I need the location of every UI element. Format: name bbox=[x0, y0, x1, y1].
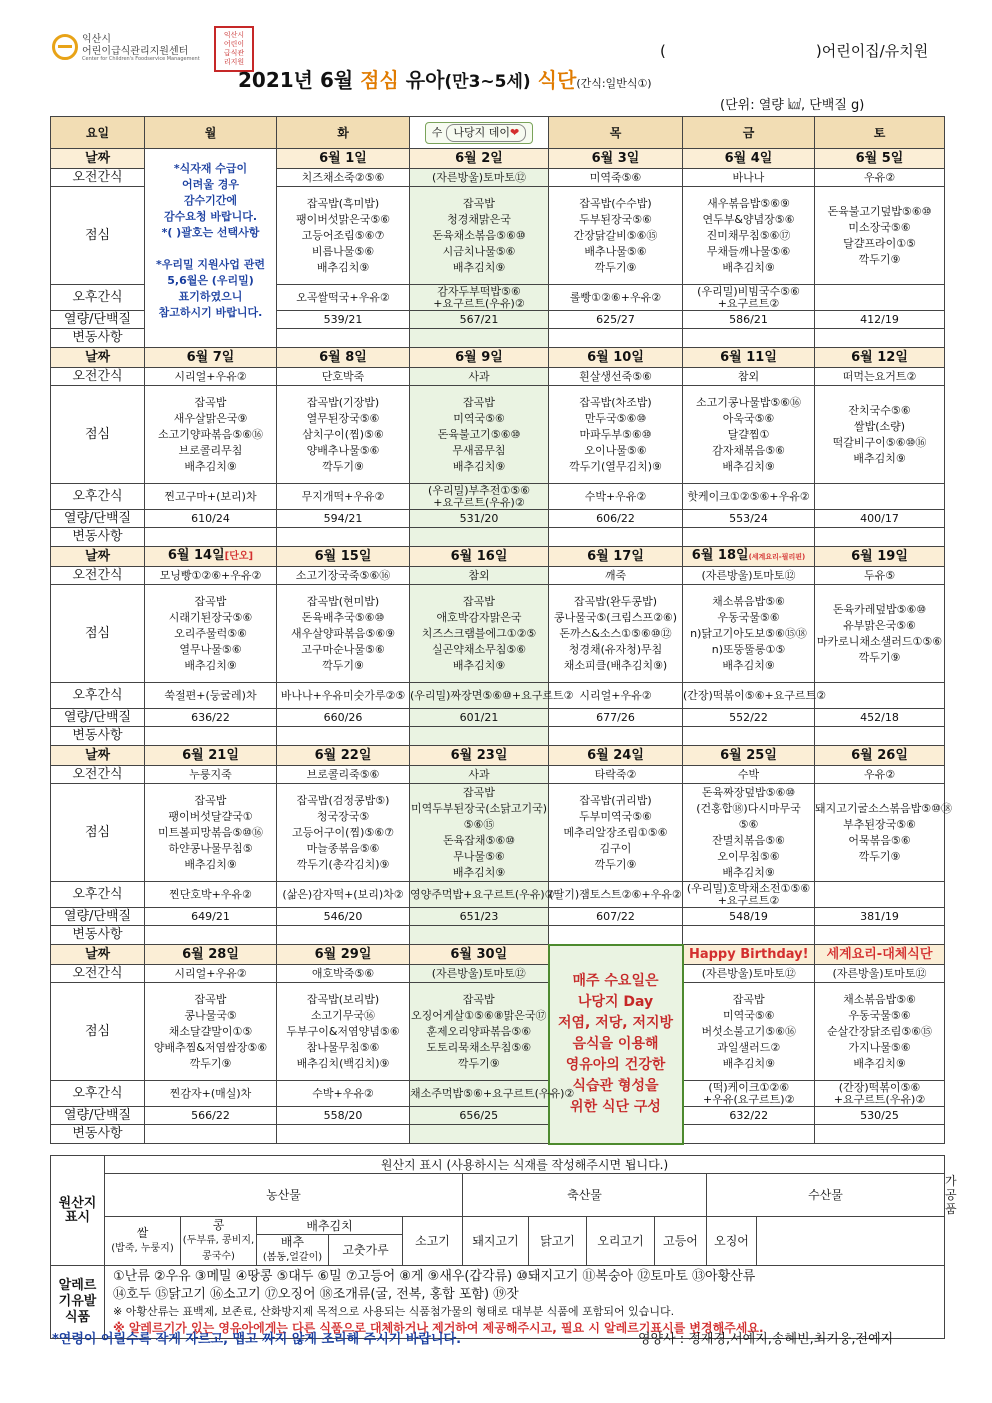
date-cell: 6월 22일 bbox=[277, 746, 410, 766]
page-title: 2021년 6월 점심 유아(만3~5세) 식단(간식:일반식①) bbox=[238, 68, 652, 92]
weekday-header-row bbox=[51, 117, 945, 149]
pm-snack-row bbox=[51, 882, 945, 908]
am-snack-row bbox=[51, 766, 945, 784]
am-snack-cell: 사과 bbox=[410, 766, 549, 784]
am-snack-label: 오전간식 bbox=[51, 368, 145, 386]
kcal-row bbox=[51, 908, 945, 926]
pm-snack-cell: 쑥절편+(둥굴레)차 bbox=[145, 683, 277, 709]
lunch-cell: 잡곡밥(수수밥) 두부된장국⑤⑥ 간장닭갈비⑤⑥⑮ 배추나물⑤⑥ 깍두기⑨ bbox=[549, 187, 683, 285]
kcal-cell: 452/18 bbox=[815, 709, 945, 727]
lunch-row bbox=[51, 784, 945, 882]
pm-snack-cell: 롤빵①②⑥+우유② bbox=[549, 285, 683, 311]
pm-snack-cell: (우리밀)비빔국수⑤⑥ +요구르트② bbox=[683, 285, 815, 311]
am-snack-cell: 떠먹는요거트② bbox=[815, 368, 945, 386]
lunch-cell: 돈육불고기덮밥⑤⑥⑩ 미소장국⑤⑥ 달걀프라이①⑤ 깍두기⑨ bbox=[815, 187, 945, 285]
lunch-cell: 잡곡밥 오징어게살①⑤⑥⑧맑은국⑰ 훈제오리양파볶음⑤⑥ 도토리묵채소무침⑤⑥ 깍두기⑨ bbox=[410, 983, 549, 1081]
pm-snack-row bbox=[51, 1081, 945, 1107]
logo-city: 익산시 bbox=[82, 34, 111, 45]
lunch-cell: 잡곡밥 미역국⑤⑥ 버섯소불고기⑤⑥⑯ 과일샐러드② 배추김치⑨ bbox=[683, 983, 815, 1081]
origin-table: 원산지 표시 원산지 표시 (사용하시는 식재를 작성해주시면 됩니다.) 농산물 축산물 수산물 가공품 쌀 (밥죽, 누룽지) 콩 (두부류, 콩비지,콩국수) 배추김치 소고기 돼지고기 닭고기 오리고기 고등어 오징어 배추 (봄동,얼갈이) 고춧가루 알레르 기유발 식품 ①난류 ②우유 ③메밀 ④땅콩 ⑤대두 ⑥밀 ⑦고등어 ⑧게 ⑨새우(갑각류) ⑩돼지고기 ⑪복숭아 ⑫토마토 ⑬아황산류 ⑭호두 ⑮닭고기 ⑯소고기 ⑰오징어 ⑱조개류(굴, 전복, 홍합 포함) ⑲잣 ※ 아황산류는 표백제, 보존료, 산화방지제 목적으로 사용되는 식품첨가물의 형태로 대부분 식품에 포함되어 있습니다. ※ 알레르기가 있는 영유아에게는 다른 식품으로 대체하거나 제거하여 제공해주시고, 필요 시 알레르기표시를 변경해주세요. bbox=[50, 1155, 945, 1339]
kcal-cell: 594/21 bbox=[277, 510, 410, 528]
am-snack-cell: 사과 bbox=[410, 368, 549, 386]
weekday-4: 금 bbox=[683, 117, 815, 149]
pm-snack-cell bbox=[815, 484, 945, 510]
pm-snack-cell: 바나나+우유미숫가루②⑤ bbox=[277, 683, 410, 709]
date-label: 날짜 bbox=[51, 149, 145, 169]
lunch-cell: 잡곡밥 애호박감자맑은국 치즈스크램블에그①②⑤ 실곤약채소무침⑤⑥ 배추김치⑨ bbox=[410, 585, 549, 683]
changes-cell[interactable] bbox=[815, 1125, 945, 1144]
kcal-cell: 656/25 bbox=[410, 1107, 549, 1125]
am-snack-cell: 시리얼+우유② bbox=[145, 368, 277, 386]
origin-beef: 소고기 bbox=[403, 1217, 463, 1266]
logo-english-name: Center for Children's Foodservice Management bbox=[82, 56, 200, 62]
lunch-cell: 잡곡밥(검정콩밥⑤) 청국장국⑤ 고등어구이(찜)⑤⑥⑦ 마늘종볶음⑤⑥ 깍두기(총각김치)⑨ bbox=[277, 784, 410, 882]
lunch-cell: 잔치국수⑤⑥ 쌀밥(소량) 떡갈비구이⑤⑥⑩⑯ 배추김치⑨ bbox=[815, 386, 945, 484]
changes-cell[interactable] bbox=[145, 727, 277, 746]
lunch-cell: 잡곡밥 팽이버섯달걀국① 미트볼피망볶음⑤⑩⑯ 하얀콩나물무침⑤ 배추김치⑨ bbox=[145, 784, 277, 882]
date-cell: 6월 9일 bbox=[410, 348, 549, 368]
date-cell: 6월 14일[단오] bbox=[145, 547, 277, 567]
pm-snack-cell: (우리밀)짜장면⑤⑥⑩+요구르트② bbox=[410, 683, 549, 709]
pm-snack-cell: 찐단호박+우유② bbox=[145, 882, 277, 908]
kcal-cell: 632/22 bbox=[683, 1107, 815, 1125]
date-row bbox=[51, 746, 945, 766]
changes-cell[interactable] bbox=[683, 727, 815, 746]
date-cell: 6월 2일 bbox=[410, 149, 549, 169]
origin-mackerel: 고등어 bbox=[655, 1217, 707, 1266]
changes-cell[interactable] bbox=[549, 528, 683, 547]
allergy-warning: ※ 알레르기가 있는 영유아에게는 다른 식품으로 대체하거나 제거하여 제공해주시고, 필요 시 알레르기표시를 변경해주세요. bbox=[113, 1321, 764, 1335]
pm-snack-cell bbox=[815, 882, 945, 908]
am-snack-cell: 수박 bbox=[683, 766, 815, 784]
date-cell: 6월 17일 bbox=[549, 547, 683, 567]
origin-bean: 콩 (두부류, 콩비지,콩국수) bbox=[181, 1217, 257, 1266]
pm-snack-cell: 오곡쌀떡국+우유② bbox=[277, 285, 410, 311]
am-snack-cell: 참외 bbox=[683, 368, 815, 386]
am-snack-cell: 참외 bbox=[410, 567, 549, 585]
pm-snack-row bbox=[51, 683, 945, 709]
weekday-0: 월 bbox=[145, 117, 277, 149]
pm-snack-cell: (간장)떡볶이⑤⑥+요구르트② bbox=[683, 683, 815, 709]
changes-cell[interactable] bbox=[277, 528, 410, 547]
lunch-label: 점심 bbox=[51, 585, 145, 683]
kcal-label: 열량/단백질 bbox=[51, 1107, 145, 1125]
kcal-cell: 553/24 bbox=[683, 510, 815, 528]
kcal-cell: 636/22 bbox=[145, 709, 277, 727]
changes-cell[interactable] bbox=[410, 528, 549, 547]
changes-cell[interactable] bbox=[410, 329, 549, 348]
date-cell: 6월 16일 bbox=[410, 547, 549, 567]
kcal-cell: 566/22 bbox=[145, 1107, 277, 1125]
kcal-label: 열량/단백질 bbox=[51, 908, 145, 926]
changes-label: 변동사항 bbox=[51, 528, 145, 547]
origin-title: 원산지 표시 (사용하시는 식재를 작성해주시면 됩니다.) bbox=[105, 1156, 945, 1174]
am-snack-cell: 누룽지죽 bbox=[145, 766, 277, 784]
changes-cell[interactable] bbox=[683, 329, 815, 348]
am-snack-cell: 깨죽 bbox=[549, 567, 683, 585]
allergy-list-1: ①난류 ②우유 ③메밀 ④땅콩 ⑤대두 ⑥밀 ⑦고등어 ⑧게 ⑨새우(갑각류) ⑩돼지고기 ⑪복숭아 ⑫토마토 ⑬아황산류 bbox=[113, 1269, 756, 1284]
lunch-cell: 잡곡밥(현미밥) 돈육배추국⑤⑥⑩ 새우살양파볶음⑤⑥⑨ 고구마순나물⑤⑥ 깍두기⑨ bbox=[277, 585, 410, 683]
pm-snack-cell: (간장)떡볶이⑤⑥ +요구르트(우유)② bbox=[815, 1081, 945, 1107]
pm-snack-cell: 수박+우유② bbox=[549, 484, 683, 510]
kcal-cell: 530/25 bbox=[815, 1107, 945, 1125]
date-cell: 6월 7일 bbox=[145, 348, 277, 368]
kcal-cell: 548/19 bbox=[683, 908, 815, 926]
am-snack-cell: 치즈채소죽②⑤⑥ bbox=[277, 169, 410, 187]
unit-note: (단위: 열량 ㎉, 단백질 g) bbox=[720, 98, 865, 113]
kcal-cell: 660/26 bbox=[277, 709, 410, 727]
kcal-label: 열량/단백질 bbox=[51, 709, 145, 727]
changes-label: 변동사항 bbox=[51, 727, 145, 746]
changes-cell[interactable] bbox=[683, 1125, 815, 1144]
weekday-2 bbox=[410, 117, 549, 149]
am-snack-cell: 우유② bbox=[815, 169, 945, 187]
am-snack-cell: (자른방울)토마토⑫ bbox=[410, 965, 549, 983]
heart-icon: ❤ bbox=[510, 125, 520, 139]
kcal-cell: 381/19 bbox=[815, 908, 945, 926]
kcal-row bbox=[51, 1107, 945, 1125]
kcal-cell: 539/21 bbox=[277, 311, 410, 329]
kcal-cell: 546/20 bbox=[277, 908, 410, 926]
date-cell: 6월 26일 bbox=[815, 746, 945, 766]
am-snack-cell: 미역죽⑤⑥ bbox=[549, 169, 683, 187]
date-row bbox=[51, 149, 945, 169]
origin-pork: 돼지고기 bbox=[463, 1217, 529, 1266]
pm-snack-cell: (우리밀)호박채소전①⑤⑥ +요구르트② bbox=[683, 882, 815, 908]
pm-snack-cell: (우리밀)부추전①⑤⑥ +요구르트(우유)② bbox=[410, 484, 549, 510]
pm-snack-label: 오후간식 bbox=[51, 484, 145, 510]
lunch-cell: 채소볶음밥⑤⑥ 우동국물⑤⑥ n)닭고기아도보⑤⑥⑮⑱ n)또뚱뚤롱①⑤ 배추김치⑨ bbox=[683, 585, 815, 683]
am-snack-cell: 시리얼+우유② bbox=[145, 965, 277, 983]
origin-label: 원산지 표시 bbox=[51, 1156, 105, 1266]
changes-cell[interactable] bbox=[815, 528, 945, 547]
changes-cell[interactable] bbox=[815, 329, 945, 348]
date-cell: 6월 18일(세계요리-필리핀) bbox=[683, 547, 815, 567]
logo-mark-icon bbox=[52, 34, 78, 60]
am-snack-label: 오전간식 bbox=[51, 567, 145, 585]
lunch-cell: 잡곡밥 청경채맑은국 돈육채소볶음⑤⑥⑩ 시금치나물⑤⑥ 배추김치⑨ bbox=[410, 187, 549, 285]
kcal-cell: 412/19 bbox=[815, 311, 945, 329]
pm-snack-cell: 영양주먹밥+요구르트(우유)② bbox=[410, 882, 549, 908]
kcal-row bbox=[51, 510, 945, 528]
am-snack-cell: 우유② bbox=[815, 766, 945, 784]
changes-label: 변동사항 bbox=[51, 329, 145, 348]
changes-cell[interactable] bbox=[683, 926, 815, 945]
am-snack-cell: 타락죽② bbox=[549, 766, 683, 784]
date-cell: 6월 10일 bbox=[549, 348, 683, 368]
kcal-cell: 606/22 bbox=[549, 510, 683, 528]
date-cell: 6월 19일 bbox=[815, 547, 945, 567]
changes-cell[interactable] bbox=[145, 926, 277, 945]
kcal-label: 열량/단백질 bbox=[51, 311, 145, 329]
kcal-cell: 586/21 bbox=[683, 311, 815, 329]
changes-row bbox=[51, 528, 945, 547]
am-snack-cell: 바나나 bbox=[683, 169, 815, 187]
date-cell: 6월 21일 bbox=[145, 746, 277, 766]
lunch-cell: 잡곡밥 새우살맑은국⑨ 소고기양파볶음⑤⑥⑯ 브로콜리무침 배추김치⑨ bbox=[145, 386, 277, 484]
am-snack-cell: (자른방울)토마토⑫ bbox=[815, 965, 945, 983]
weekday-1: 화 bbox=[277, 117, 410, 149]
am-snack-cell: (자른방울)토마토⑫ bbox=[410, 169, 549, 187]
lunch-cell: 돼지고기굴소스볶음밥⑤⑩⑱ 부추된장국⑤⑥ 어묵볶음⑤⑥ 깍두기⑨ bbox=[815, 784, 945, 882]
origin-chicken: 닭고기 bbox=[529, 1217, 587, 1266]
center-logo bbox=[52, 26, 262, 72]
am-snack-row bbox=[51, 368, 945, 386]
lunch-cell: 잡곡밥(완두콩밥) 콩나물국⑤(크림스프②⑥) 돈까스&소스①⑤⑥⑩⑫ 청경채(유자청)무침 채소피클(배추김치⑨) bbox=[549, 585, 683, 683]
lunch-cell: 잡곡밥 미역국⑤⑥ 돈육불고기⑤⑥⑩ 무새콤무침 배추김치⑨ bbox=[410, 386, 549, 484]
menu-table bbox=[50, 116, 952, 1145]
pm-snack-cell: 무지개떡+우유② bbox=[277, 484, 410, 510]
changes-label: 변동사항 bbox=[51, 926, 145, 945]
date-cell: 6월 28일 bbox=[145, 945, 277, 965]
date-row bbox=[51, 547, 945, 567]
weekday-3: 목 bbox=[549, 117, 683, 149]
changes-row bbox=[51, 1125, 945, 1144]
lunch-cell: 잡곡밥 미역두부된장국(소닭고기국) ⑤⑥⑮ 돈육잡채⑤⑥⑩ 무나물⑤⑥ 배추김치⑨ bbox=[410, 784, 549, 882]
lunch-label: 점심 bbox=[51, 983, 145, 1081]
origin-rice: 쌀 (밥죽, 누룽지) bbox=[105, 1217, 181, 1266]
pm-snack-cell bbox=[815, 683, 945, 709]
pm-snack-cell: 수박+우유② bbox=[277, 1081, 410, 1107]
date-label: 날짜 bbox=[51, 945, 145, 965]
lunch-cell: 잡곡밥(기장밥) 열무된장국⑤⑥ 삼치구이(찜)⑤⑥ 양배추나물⑤⑥ 깍두기⑨ bbox=[277, 386, 410, 484]
lunch-row bbox=[51, 386, 945, 484]
kcal-cell: 649/21 bbox=[145, 908, 277, 926]
date-cell: 세계요리-대체식단 bbox=[815, 945, 945, 965]
am-snack-cell: 흰살생선죽⑤⑥ bbox=[549, 368, 683, 386]
lunch-cell: 잡곡밥(차조밥) 만두국⑤⑥⑩ 마파두부⑤⑥⑩ 오이나물⑤⑥ 깍두기(열무김치)⑨ bbox=[549, 386, 683, 484]
origin-livestock: 축산물 bbox=[463, 1174, 707, 1217]
date-cell: 6월 29일 bbox=[277, 945, 410, 965]
am-snack-cell: (자른방울)토마토⑫ bbox=[683, 965, 815, 983]
changes-cell[interactable] bbox=[549, 926, 683, 945]
pm-snack-cell: 찐감자+(매실)차 bbox=[145, 1081, 277, 1107]
origin-chili: 고춧가루 bbox=[329, 1235, 403, 1266]
changes-row bbox=[51, 926, 945, 945]
date-cell: 6월 25일 bbox=[683, 746, 815, 766]
dietitian-list: 영양사 : 정재경,서예지,송혜빈,최기웅,전예지 bbox=[638, 1332, 894, 1347]
am-snack-label: 오전간식 bbox=[51, 965, 145, 983]
kcal-cell: 677/26 bbox=[549, 709, 683, 727]
date-cell: 6월 12일 bbox=[815, 348, 945, 368]
kcal-cell: 651/23 bbox=[410, 908, 549, 926]
changes-cell[interactable] bbox=[277, 727, 410, 746]
logo-center-name: 어린이급식관리지원센터 bbox=[82, 46, 189, 57]
lunch-row bbox=[51, 585, 945, 683]
am-snack-cell: 애호박죽⑤⑥ bbox=[277, 965, 410, 983]
pm-snack-cell: 찐고구마+(보리)차 bbox=[145, 484, 277, 510]
lunch-cell: 잡곡밥(보리밥) 소고기무국⑯ 두부구이&저염양념⑤⑥ 참나물무침⑤⑥ 배추김치(백김치)⑨ bbox=[277, 983, 410, 1081]
notice-cell: *식자재 수급이 어려울 경우 감수기간에 감수요청 바랍니다. *( )괄호는 선택사항 *우리밀 지원사업 관련 5,6월은 (우리밀) 표기하였으니 참고하시기 바랍니다. bbox=[145, 149, 277, 348]
date-row bbox=[51, 945, 945, 965]
cooking-note: *연령이 어릴수록 작게 자르고, 맵고 짜지 않게 조리해 주시기 바랍니다. bbox=[52, 1332, 462, 1347]
lunch-cell: 잡곡밥 콩나물국⑤ 채소달걀말이①⑤ 양배추찜&저염쌈장⑤⑥ 깍두기⑨ bbox=[145, 983, 277, 1081]
lunch-cell: 소고기콩나물밥⑤⑥⑯ 아욱국⑤⑥ 달걀찜① 감자채볶음⑤⑥ 배추김치⑨ bbox=[683, 386, 815, 484]
pm-snack-cell: 핫케이크①②⑤⑥+우유② bbox=[683, 484, 815, 510]
changes-row bbox=[51, 727, 945, 746]
lunch-cell: 잡곡밥(귀리밥) 두부미역국⑤⑥ 메추리알장조림①⑤⑥ 김구이 깍두기⑨ bbox=[549, 784, 683, 882]
kcal-cell: 601/21 bbox=[410, 709, 549, 727]
am-snack-label: 오전간식 bbox=[51, 766, 145, 784]
date-cell: Happy Birthday! bbox=[683, 945, 815, 965]
lunch-cell: 잡곡밥 시래기된장국⑤⑥ 오리주물럭⑤⑥ 열무나물⑤⑥ 배추김치⑨ bbox=[145, 585, 277, 683]
lunch-cell: 채소볶음밥⑤⑥ 우동국물⑤⑥ 순살간장닭조림⑤⑥⑮ 가지나물⑤⑥ 배추김치⑨ bbox=[815, 983, 945, 1081]
am-snack-cell: 단호박죽 bbox=[277, 368, 410, 386]
pm-snack-label: 오후간식 bbox=[51, 285, 145, 311]
changes-cell[interactable] bbox=[145, 1125, 277, 1144]
date-label: 날짜 bbox=[51, 348, 145, 368]
pm-snack-cell: 감자두부떡밥⑤⑥ +요구르트(우유)② bbox=[410, 285, 549, 311]
changes-cell[interactable] bbox=[410, 1125, 549, 1144]
lunch-cell: 돈육짜장덮밥⑤⑥⑩ (건홍합⑱)다시마무국 ⑤⑥ 잔멸치볶음⑤⑥ 오이무침⑤⑥ 배추김치⑨ bbox=[683, 784, 815, 882]
changes-cell[interactable] bbox=[277, 329, 410, 348]
kcal-label: 열량/단백질 bbox=[51, 510, 145, 528]
date-cell: 6월 8일 bbox=[277, 348, 410, 368]
official-seal-icon: 익산시 어린이 급식관 리지원 bbox=[214, 26, 254, 72]
date-label: 날짜 bbox=[51, 547, 145, 567]
date-cell: 6월 11일 bbox=[683, 348, 815, 368]
changes-cell[interactable] bbox=[549, 727, 683, 746]
pm-snack-cell: (삶은)감자떡+(보리)차② bbox=[277, 882, 410, 908]
weekday-label: 요일 bbox=[51, 117, 145, 149]
date-cell: 6월 4일 bbox=[683, 149, 815, 169]
pm-snack-cell: 시리얼+우유② bbox=[549, 683, 683, 709]
am-snack-row bbox=[51, 965, 945, 983]
pm-snack-cell: (딸기)잼토스트②⑥+우유② bbox=[549, 882, 683, 908]
lunch-label: 점심 bbox=[51, 386, 145, 484]
changes-cell[interactable] bbox=[815, 926, 945, 945]
allergy-list-2: ⑭호두 ⑮닭고기 ⑯소고기 ⑰오징어 ⑱조개류(굴, 전복, 홍합 포함) ⑲잣 bbox=[113, 1287, 519, 1302]
kcal-row bbox=[51, 709, 945, 727]
origin-seafood: 수산물 bbox=[707, 1174, 945, 1217]
origin-processed-value[interactable] bbox=[757, 1217, 945, 1266]
center-name-field: ( )어린이집/유치원 bbox=[660, 42, 929, 60]
lunch-label: 점심 bbox=[51, 784, 145, 882]
origin-duck: 오리고기 bbox=[587, 1217, 655, 1266]
am-snack-cell: 브로콜리죽⑤⑥ bbox=[277, 766, 410, 784]
pm-snack-row bbox=[51, 484, 945, 510]
allergy-label: 알레르 기유발 식품 bbox=[51, 1266, 105, 1339]
kcal-cell: 400/17 bbox=[815, 510, 945, 528]
origin-squid: 오징어 bbox=[707, 1217, 757, 1266]
pm-snack-cell bbox=[815, 285, 945, 311]
date-row bbox=[51, 348, 945, 368]
lunch-cell: 잡곡밥(흑미밥) 팽이버섯맑은국⑤⑥ 고등어조림⑤⑥⑦ 비름나물⑤⑥ 배추김치⑨ bbox=[277, 187, 410, 285]
nadangji-promo: 매주 수요일은 나당지 Day 저염, 저당, 저지방 음식을 이용해 영유아의 건강한 식습관 형성을 위한 식단 구성 bbox=[549, 945, 683, 1144]
kcal-cell: 607/22 bbox=[549, 908, 683, 926]
pm-snack-label: 오후간식 bbox=[51, 882, 145, 908]
date-label: 날짜 bbox=[51, 746, 145, 766]
am-snack-cell: 모닝빵①②⑥+우유② bbox=[145, 567, 277, 585]
kcal-cell: 610/24 bbox=[145, 510, 277, 528]
am-snack-cell: 두유⑤ bbox=[815, 567, 945, 585]
changes-cell[interactable] bbox=[683, 528, 815, 547]
changes-label: 변동사항 bbox=[51, 1125, 145, 1144]
am-snack-row bbox=[51, 567, 945, 585]
origin-farm: 농산물 bbox=[105, 1174, 463, 1217]
origin-kimchi: 배추김치 bbox=[257, 1217, 403, 1235]
pm-snack-label: 오후간식 bbox=[51, 683, 145, 709]
date-cell: 6월 3일 bbox=[549, 149, 683, 169]
date-cell: 6월 15일 bbox=[277, 547, 410, 567]
date-cell: 6월 23일 bbox=[410, 746, 549, 766]
am-snack-cell: (자른방울)토마토⑫ bbox=[683, 567, 815, 585]
pm-snack-label: 오후간식 bbox=[51, 1081, 145, 1107]
nadangji-day-badge: 수 나당지 데이❤ bbox=[425, 122, 534, 144]
lunch-cell: 새우볶음밥⑤⑥⑨ 연두부&양념장⑤⑥ 진미채무침⑤⑥⑰ 무채들깨나물⑤⑥ 배추김치⑨ bbox=[683, 187, 815, 285]
date-cell: 6월 1일 bbox=[277, 149, 410, 169]
date-cell: 6월 5일 bbox=[815, 149, 945, 169]
kcal-cell: 531/20 bbox=[410, 510, 549, 528]
pm-snack-cell: (떡)케이크①②⑥ +우유(요구르트)② bbox=[683, 1081, 815, 1107]
am-snack-label: 오전간식 bbox=[51, 169, 145, 187]
am-snack-cell: 소고기장국죽⑤⑥⑯ bbox=[277, 567, 410, 585]
changes-cell[interactable] bbox=[549, 329, 683, 348]
changes-cell[interactable] bbox=[145, 528, 277, 547]
allergy-note: ※ 아황산류는 표백제, 보존료, 산화방지제 목적으로 사용되는 식품첨가물의 형태로 대부분 식품에 포함되어 있습니다. bbox=[113, 1305, 675, 1318]
changes-cell[interactable] bbox=[277, 926, 410, 945]
lunch-label: 점심 bbox=[51, 187, 145, 285]
weekday-5: 토 bbox=[815, 117, 945, 149]
kcal-cell: 552/22 bbox=[683, 709, 815, 727]
kcal-cell: 625/27 bbox=[549, 311, 683, 329]
pm-snack-cell: 채소주먹밥⑤⑥+요구르트(우유)② bbox=[410, 1081, 549, 1107]
changes-cell[interactable] bbox=[410, 727, 549, 746]
kcal-cell: 567/21 bbox=[410, 311, 549, 329]
changes-cell[interactable] bbox=[815, 727, 945, 746]
kcal-cell: 558/20 bbox=[277, 1107, 410, 1125]
date-cell: 6월 30일 bbox=[410, 945, 549, 965]
changes-cell[interactable] bbox=[410, 926, 549, 945]
origin-cabbage: 배추 (봄동,얼갈이) bbox=[257, 1235, 329, 1266]
changes-cell[interactable] bbox=[277, 1125, 410, 1144]
lunch-cell: 돈육카레덮밥⑤⑥⑩ 유부맑은국⑤⑥ 마카로니채소샐러드①⑤⑥ 깍두기⑨ bbox=[815, 585, 945, 683]
lunch-row bbox=[51, 983, 945, 1081]
date-cell: 6월 24일 bbox=[549, 746, 683, 766]
